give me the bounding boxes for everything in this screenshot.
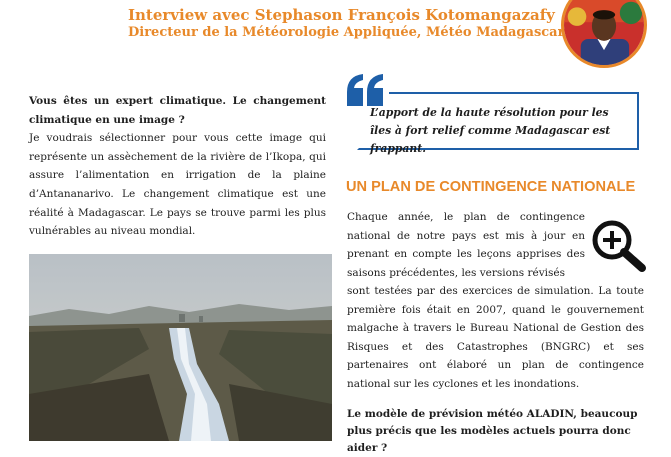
pull-quote: L’apport de la haute résolution pour les îles à fort relief comme Madagascar est frappant.	[370, 106, 611, 155]
next-question: Le modèle de prévision météo ALADIN, beaucoup plus précis que les modèles actuels pourra donc aider ?	[347, 408, 638, 454]
body-paragraph-start: Chaque année, le plan de contingence national de notre pays est mis à jour en prenant en compte les leçons apprises des saisons précédentes, les versions révisés	[347, 211, 585, 279]
river-image	[29, 254, 332, 441]
intro-question: Vous êtes un expert climatique. Le changement climatique en une image ?	[29, 95, 326, 126]
ikopa-river-photo	[29, 254, 332, 441]
intro-column	[29, 92, 326, 241]
interviewee-role: Directeur de la Météorologie Appliquée, Météo Madagascar	[128, 25, 565, 40]
intro-answer: Je voudrais sélectionner pour vous cette image qui représente un assèchement de la rivière de l’Ikopa, qui assure l’alimentation en irrigation de la plaine d’Antananarivo. Le changement climatique est une réalité à Madagascar. Le pays se trouve parmi les plus vulnérables au niveau mondial.	[29, 132, 326, 238]
body-paragraph-rest: sont testées par des exercices de simulation. La toute première fois était en 2007, quand le gouvernement malgache à travers le Bureau National de Gestion des Risques et des Catastrophes (BNGRC) et ses partenaires ont élaboré un plan de contingence national sur les cyclones et les inondations.	[347, 285, 644, 390]
section-body	[347, 208, 644, 393]
interview-title: Interview avec Stephason François Kotomangazafy	[128, 6, 555, 24]
portrait-photo	[564, 0, 644, 65]
avatar	[561, 0, 647, 68]
section-heading: UN PLAN DE CONTINGENCE NATIONALE	[346, 179, 636, 195]
